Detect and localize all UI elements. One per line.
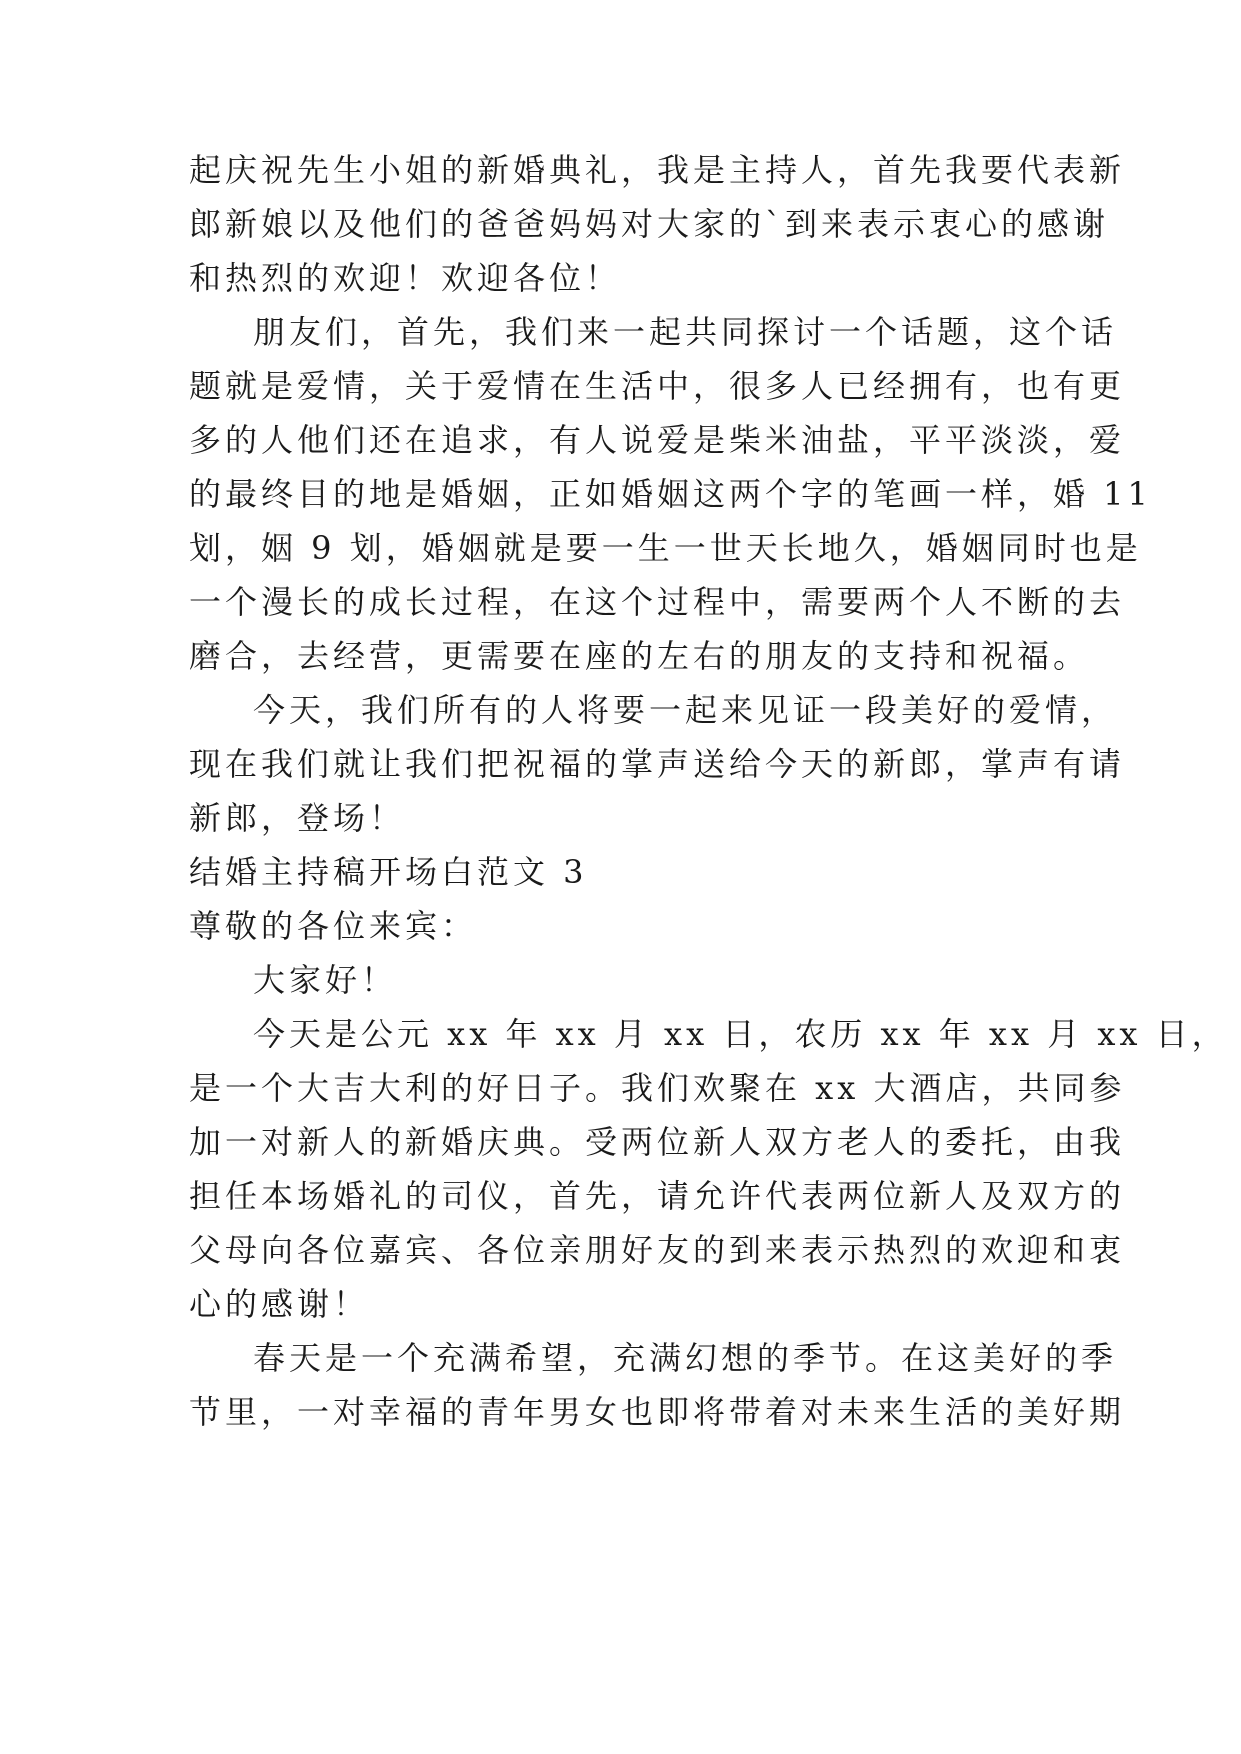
body-line: 一个漫长的成长过程，在这个过程中，需要两个人不断的去 [189,583,1126,621]
body-line: 新郎，登场！ [189,799,406,837]
paragraph-first-line: 今天是公元 xx 年 xx 月 xx 日，农历 xx 年 xx 月 xx 日， [253,1015,1228,1053]
body-line: 担任本场婚礼的司仪，首先，请允许代表两位新人及双方的 [189,1177,1126,1215]
paragraph-first-line: 今天，我们所有的人将要一起来见证一段美好的爱情， [253,691,1118,729]
body-line: 的最终目的地是婚姻，正如婚姻这两个字的笔画一样，婚 11 [189,475,1152,513]
body-line: 父母向各位嘉宾、各位亲朋好友的到来表示热烈的欢迎和衷 [189,1231,1126,1269]
body-line: 题就是爱情，关于爱情在生活中，很多人已经拥有，也有更 [189,367,1126,405]
body-line: 心的感谢！ [189,1285,370,1323]
paragraph-first-line: 春天是一个充满希望，充满幻想的季节。在这美好的季 [253,1339,1118,1377]
section-title: 结婚主持稿开场白范文 3 [189,853,588,891]
body-line: 现在我们就让我们把祝福的掌声送给今天的新郎，掌声有请 [189,745,1126,783]
body-line: 多的人他们还在追求，有人说爱是柴米油盐，平平淡淡，爱 [189,421,1126,459]
paragraph-first-line: 朋友们，首先，我们来一起共同探讨一个话题，这个话 [253,313,1118,351]
greeting: 大家好！ [253,961,398,999]
body-line: 磨合，去经营，更需要在座的左右的朋友的支持和祝福。 [189,637,1090,675]
body-line: 节里，一对幸福的青年男女也即将带着对未来生活的美好期 [189,1393,1126,1431]
body-line: 郎新娘以及他们的爸爸妈妈对大家的`到来表示衷心的感谢 [189,205,1110,243]
body-line: 加一对新人的新婚庆典。受两位新人双方老人的委托，由我 [189,1123,1126,1161]
body-line: 划，姻 9 划，婚姻就是要一生一世天长地久，婚姻同时也是 [189,529,1142,567]
salutation: 尊敬的各位来宾： [189,907,478,945]
body-line: 是一个大吉大利的好日子。我们欢聚在 xx 大酒店，共同参 [189,1069,1126,1107]
body-line: 和热烈的欢迎！欢迎各位！ [189,259,622,297]
body-line: 起庆祝先生小姐的新婚典礼，我是主持人，首先我要代表新 [189,151,1126,189]
